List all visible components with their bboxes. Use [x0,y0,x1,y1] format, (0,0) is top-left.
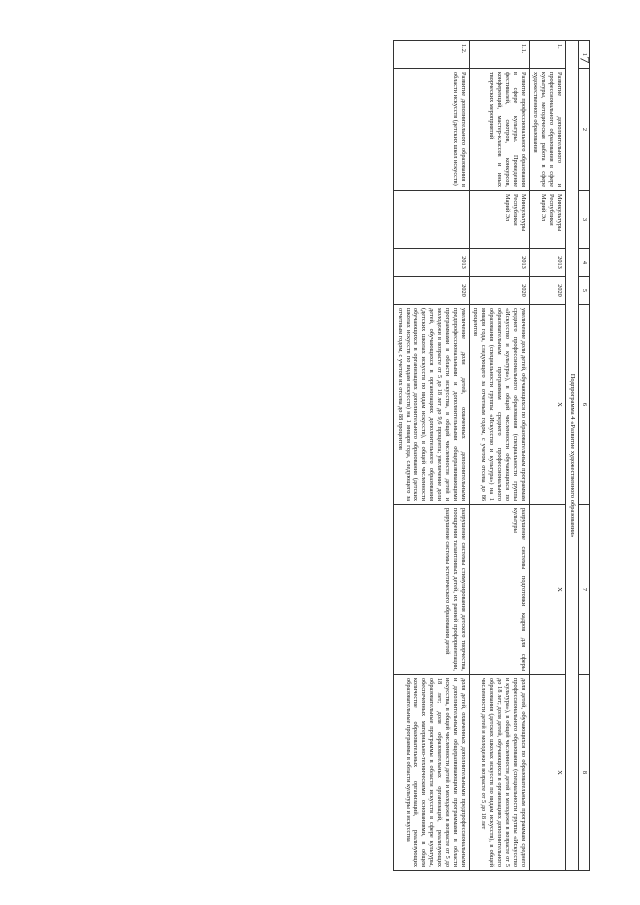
end-year: 2020 [529,277,565,305]
row-number: 1. [529,41,565,69]
start-year: 2013 [469,249,529,277]
end-year: 2020 [393,277,469,305]
consequences: Х [529,505,565,675]
col-num-8: 8 [579,675,590,871]
table-row [529,41,565,871]
table-row [469,41,529,871]
subprogram-row [566,41,579,871]
indicators: доля детей, обучающихся по образовательным программам среднего профессионального образования (специальности группы «Искусство и культура»), в общей численности детей и молодежи в возрасте от 5 до 18 лет; доля детей, обучающихся в организациях дополнительного образования (детских школах искусств по видам искусств), в общей численности детей и молодежи в возрасте от 5 до 18 лет [469,675,529,871]
page-number: 7 [576,56,592,64]
consequences: разрушение системы подготовки кадров для сферы культуры [469,505,529,675]
executor: Минкультуры Республики Марий Эл [529,191,565,249]
expected-result: Х [529,305,565,505]
executor [393,191,469,249]
activity-name: Развитие профессионального образования в сфере культуры. Проведение фестивалей, смотров, конкурсов, конференций, мастер-классов и иных творческих мероприятий [469,69,529,191]
start-year: 2013 [393,249,469,277]
col-num-1: 1 [579,41,590,69]
column-number-row [579,41,590,871]
col-num-2: 2 [579,69,590,191]
end-year: 2020 [469,277,529,305]
col-num-6: 6 [579,305,590,505]
consequences: разрушение системы стимулирования детского творчества, поощрения талантливых детей, их ранней профориентации, разрушение системы эстетического образования детей [393,505,469,675]
rotated-table-container [120,40,590,870]
col-num-3: 3 [579,191,590,249]
col-num-7: 7 [579,505,590,675]
subprogram-title: Подпрограмма 4 «Развитие художественного образования» [566,41,579,871]
row-number: 1.2. [393,41,469,69]
program-table [393,40,590,871]
activity-name: Развитие дополнительного и профессионального образования в сфере культуры, методическая работа в сфере художественного образования [529,69,565,191]
col-num-4: 4 [579,249,590,277]
indicators: доля детей, охваченных дополнительными предпрофессиональными и дополнительными общеразвивающими программами в области искусства, в общей численности детей и молодежи в возрасте от 5 до 18 лет; доля образовательных организаций, реализующих образовательные программы в области искусств в сфере культуры, обеспеченных материально-техническими основаниями, в общем количестве образовательных организаций, реализующих образовательные программы в области культуры и искусства [393,675,469,871]
row-number: 1.1. [469,41,529,69]
expected-result: увеличение доли детей, охваченных дополнительными предпрофессиональными и дополнительными общеразвивающими программами в области искусства, в общей численности детей и молодежи в возрасте от 5 до 18 лет до 9,6 процента; увеличение доли детей, обучающихся в организациях дополнительного образования (детских школах искусств по видам искусств), в общей численности обучающихся в организациях дополнительного образования (детских школах искусств по видам искусств) на 1 января года, следующего за отчетным годом, с учетом их отсева до 88 процентов [393,305,469,505]
indicators: Х [529,675,565,871]
col-num-5: 5 [579,277,590,305]
table-row [393,41,469,871]
start-year: 2013 [529,249,565,277]
executor: Минкультуры Республики Марий Эл [469,191,529,249]
expected-result: увеличение доли детей, обучающихся по образовательным программам среднего профессионального образования (специальности группы «Искусство и культура»), в общей численности обучающихся по образовательным программам среднего профессионального образования (специальности группы «Искусство и культура») на 1 января года, следующего за отчетным годом, с учетом отсева до 86 процентов [469,305,529,505]
activity-name: Развитие дополнительного образования в области искусств (детских школ искусств) [393,69,469,191]
